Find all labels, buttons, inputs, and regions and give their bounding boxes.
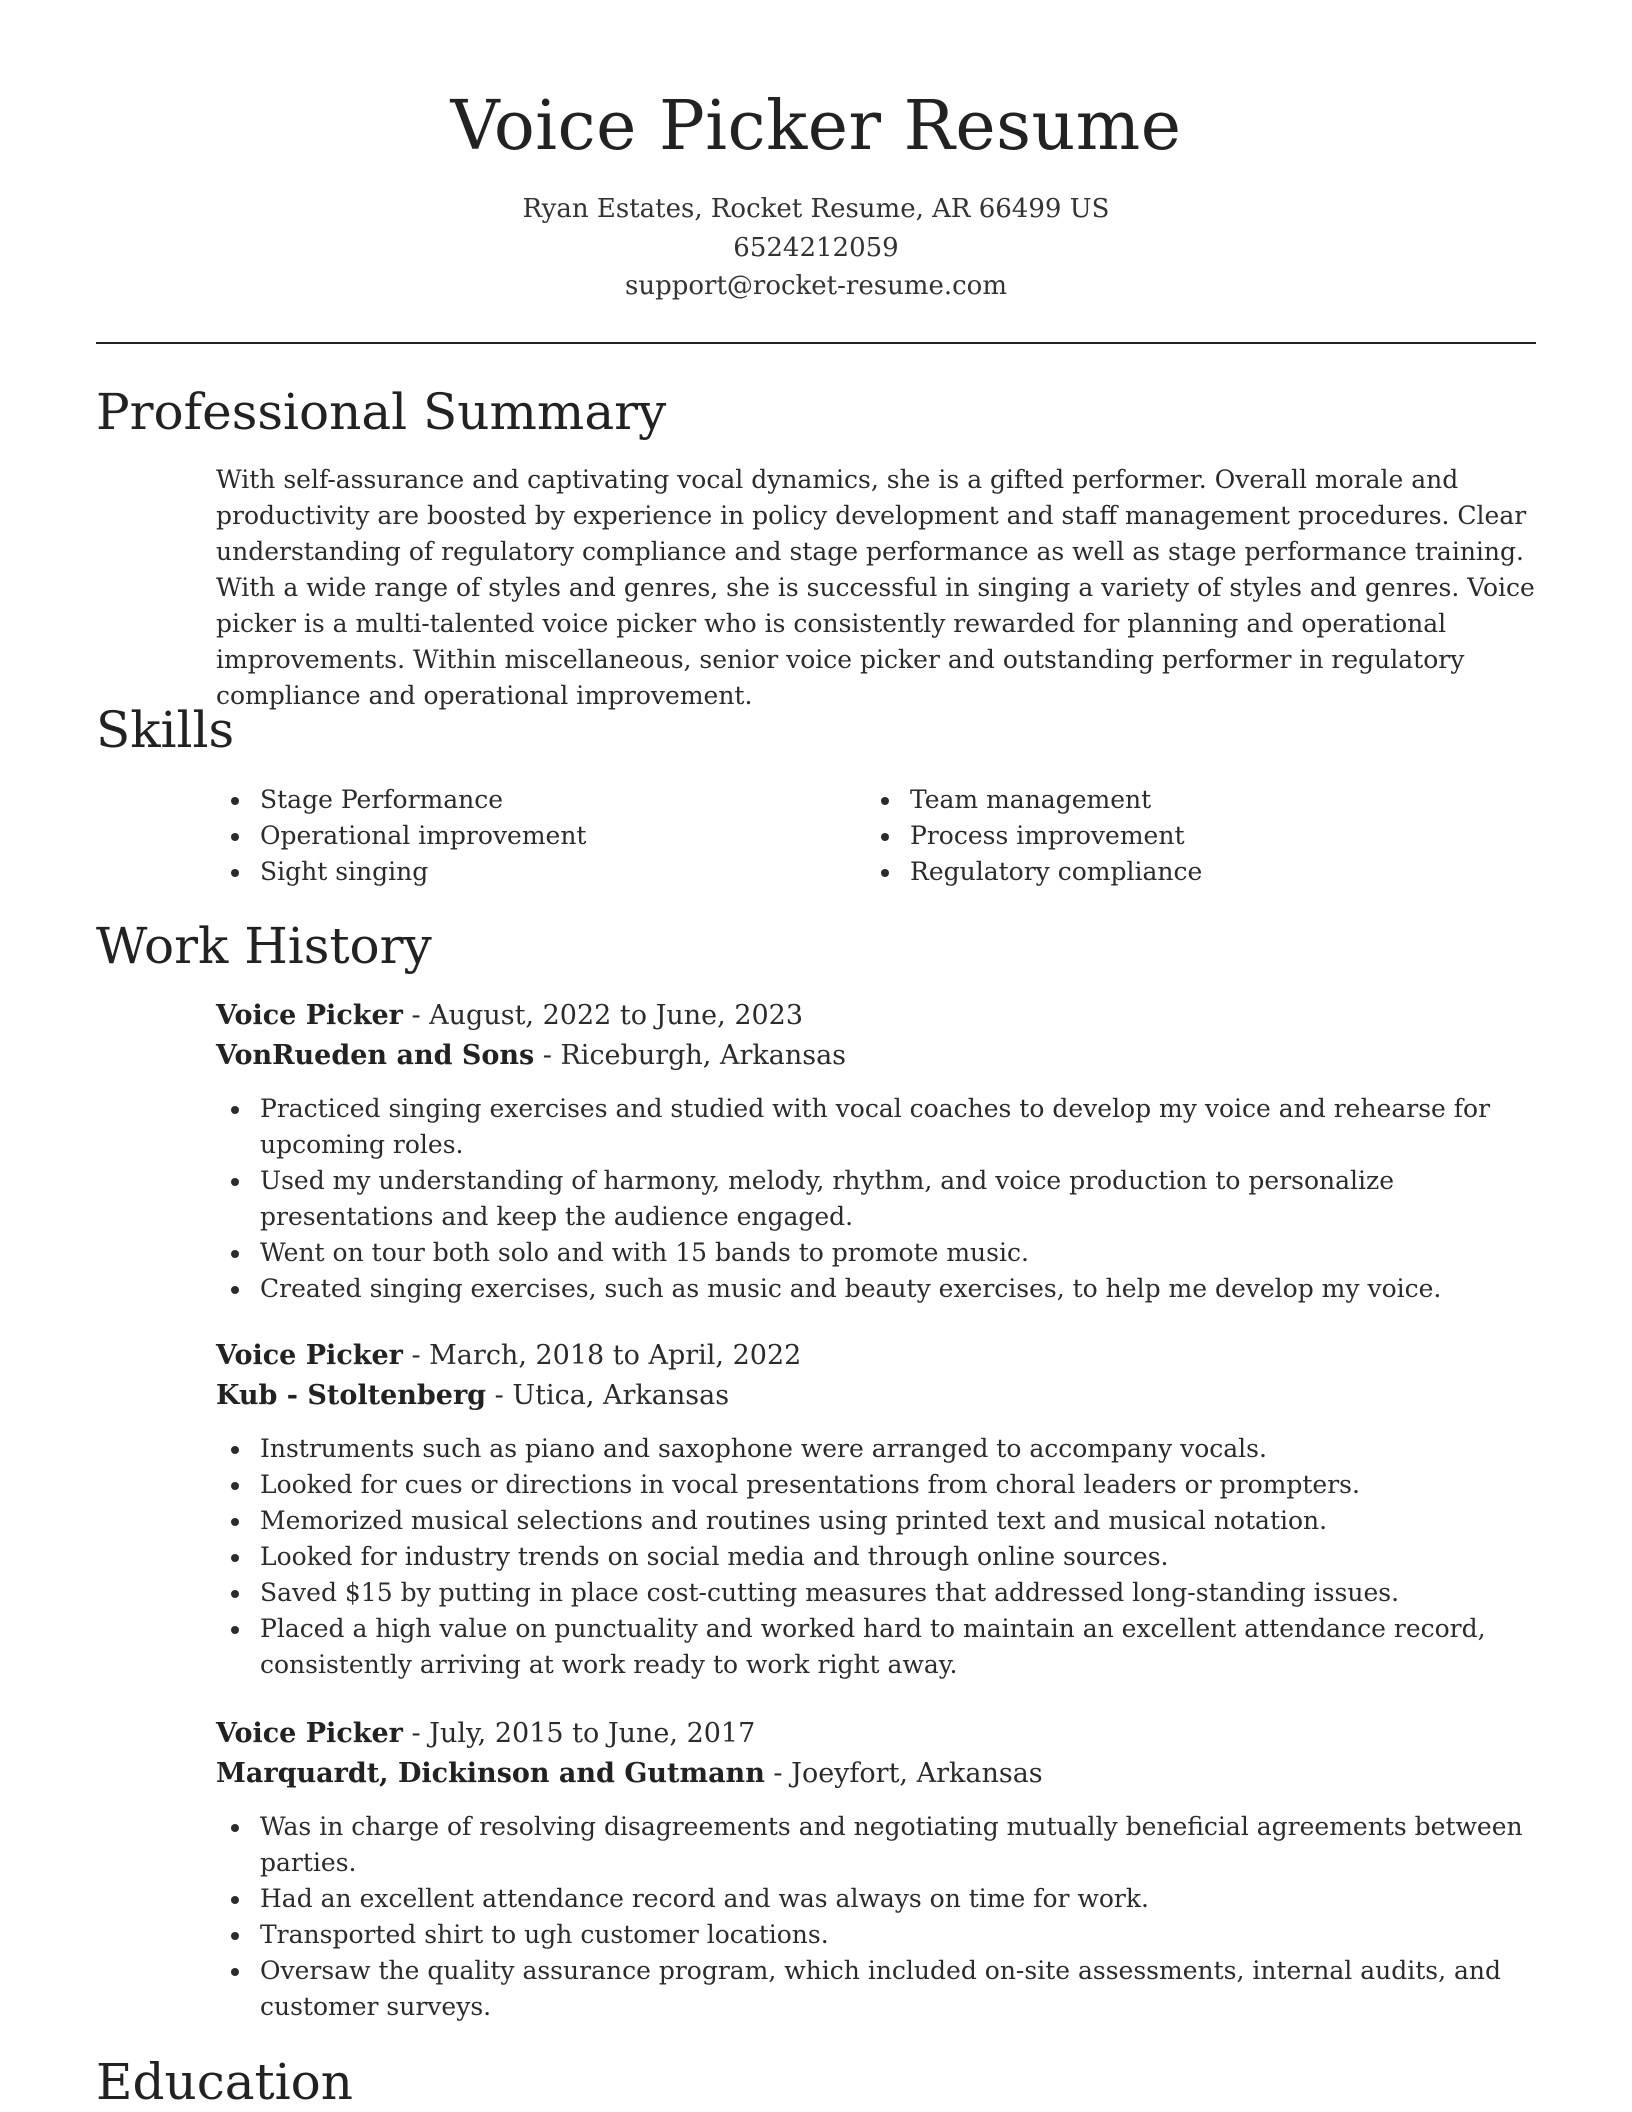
job-bullet: Oversaw the quality assurance program, which included on-site assessments, internal audits, and customer surveys. bbox=[216, 1953, 1536, 2025]
resume-title: Voice Picker Resume bbox=[450, 87, 1182, 166]
section-title-summary: Professional Summary bbox=[96, 383, 667, 441]
job-company-line bbox=[216, 1754, 1536, 1794]
job-bullets bbox=[216, 1431, 1536, 1683]
section-title-work-history: Work History bbox=[96, 917, 432, 975]
job-title-line bbox=[216, 1714, 1536, 1754]
contact-info bbox=[0, 190, 1632, 306]
job-bullet: Used my understanding of harmony, melody, rhythm, and voice production to personalize presentations and keep the audience engaged. bbox=[216, 1163, 1536, 1235]
job-bullet: Instruments such as piano and saxophone were arranged to accompany vocals. bbox=[216, 1431, 1536, 1467]
job-company-line bbox=[216, 1376, 1536, 1416]
job-bullet: Memorized musical selections and routines using printed text and musical notation. bbox=[216, 1503, 1536, 1539]
skill-item: Regulatory compliance bbox=[866, 854, 1202, 890]
skill-item: Sight singing bbox=[216, 854, 586, 890]
contact-phone: 6524212059 bbox=[733, 232, 899, 263]
job-bullet: Created singing exercises, such as music and beauty exercises, to help me develop my voice. bbox=[216, 1271, 1536, 1307]
contact-email: support@rocket-resume.com bbox=[624, 271, 1007, 301]
section-title-skills: Skills bbox=[96, 701, 235, 759]
job-bullet: Had an excellent attendance record and was always on time for work. bbox=[216, 1881, 1536, 1917]
header-divider bbox=[96, 342, 1536, 344]
skills-column-left bbox=[216, 782, 586, 890]
job-bullet: Placed a high value on punctuality and worked hard to maintain an excellent attendance record, consistently arriving at work ready to work right away. bbox=[216, 1611, 1536, 1683]
job-location: - Joeyfort, Arkansas bbox=[764, 1758, 1043, 1789]
job-bullet: Practiced singing exercises and studied with vocal coaches to develop my voice and rehearse for upcoming roles. bbox=[216, 1091, 1536, 1163]
job-dates: - August, 2022 to June, 2023 bbox=[402, 1000, 804, 1031]
job-role: Voice Picker bbox=[216, 1718, 403, 1749]
skill-item: Team management bbox=[866, 782, 1202, 818]
job-bullet: Looked for industry trends on social media and through online sources. bbox=[216, 1539, 1536, 1575]
job-title-line bbox=[216, 996, 1536, 1036]
job-company: Marquardt, Dickinson and Gutmann bbox=[216, 1758, 765, 1789]
job-bullets bbox=[216, 1809, 1536, 2025]
job-company-line bbox=[216, 1036, 1536, 1076]
job-title-line bbox=[216, 1336, 1536, 1376]
summary-text: With self-assurance and captivating vocal dynamics, she is a gifted performer. Overall morale and productivity are boosted by experience in policy development and staff management procedures. Clear understanding of regulatory compliance and stage performance as well as stage performance training. With a wide range of styles and genres, she is successful in singing a variety of styles and genres. Voice picker is a multi-talented voice picker who is consistently rewarded for planning and operational improvements. Within miscellaneous, senior voice picker and outstanding performer in regulatory compliance and operational improvement. bbox=[216, 465, 1535, 710]
job-entry bbox=[216, 996, 1536, 1307]
contact-address: Ryan Estates, Rocket Resume, AR 66499 US bbox=[522, 194, 1110, 224]
skill-item: Process improvement bbox=[866, 818, 1202, 854]
job-bullet: Was in charge of resolving disagreements and negotiating mutually beneficial agreements between parties. bbox=[216, 1809, 1536, 1881]
skill-item: Stage Performance bbox=[216, 782, 586, 818]
job-bullet: Transported shirt to ugh customer locations. bbox=[216, 1917, 1536, 1953]
section-title-education: Education bbox=[96, 2053, 353, 2111]
skills-column-right bbox=[866, 782, 1202, 890]
job-role: Voice Picker bbox=[216, 1000, 403, 1031]
resume-header bbox=[0, 82, 1632, 306]
skill-item: Operational improvement bbox=[216, 818, 586, 854]
job-role: Voice Picker bbox=[216, 1340, 403, 1371]
job-bullet: Saved $15 by putting in place cost-cutting measures that addressed long-standing issues. bbox=[216, 1575, 1536, 1611]
job-location: - Riceburgh, Arkansas bbox=[534, 1040, 847, 1071]
job-dates: - July, 2015 to June, 2017 bbox=[402, 1718, 756, 1749]
job-company: VonRueden and Sons bbox=[216, 1040, 535, 1071]
job-entry bbox=[216, 1714, 1536, 2025]
job-location: - Utica, Arkansas bbox=[486, 1380, 730, 1411]
job-entry bbox=[216, 1336, 1536, 1683]
job-dates: - March, 2018 to April, 2022 bbox=[402, 1340, 802, 1371]
job-company: Kub - Stoltenberg bbox=[216, 1380, 487, 1411]
job-bullet: Went on tour both solo and with 15 bands to promote music. bbox=[216, 1235, 1536, 1271]
job-bullets bbox=[216, 1091, 1536, 1307]
job-bullet: Looked for cues or directions in vocal presentations from choral leaders or prompters. bbox=[216, 1467, 1536, 1503]
